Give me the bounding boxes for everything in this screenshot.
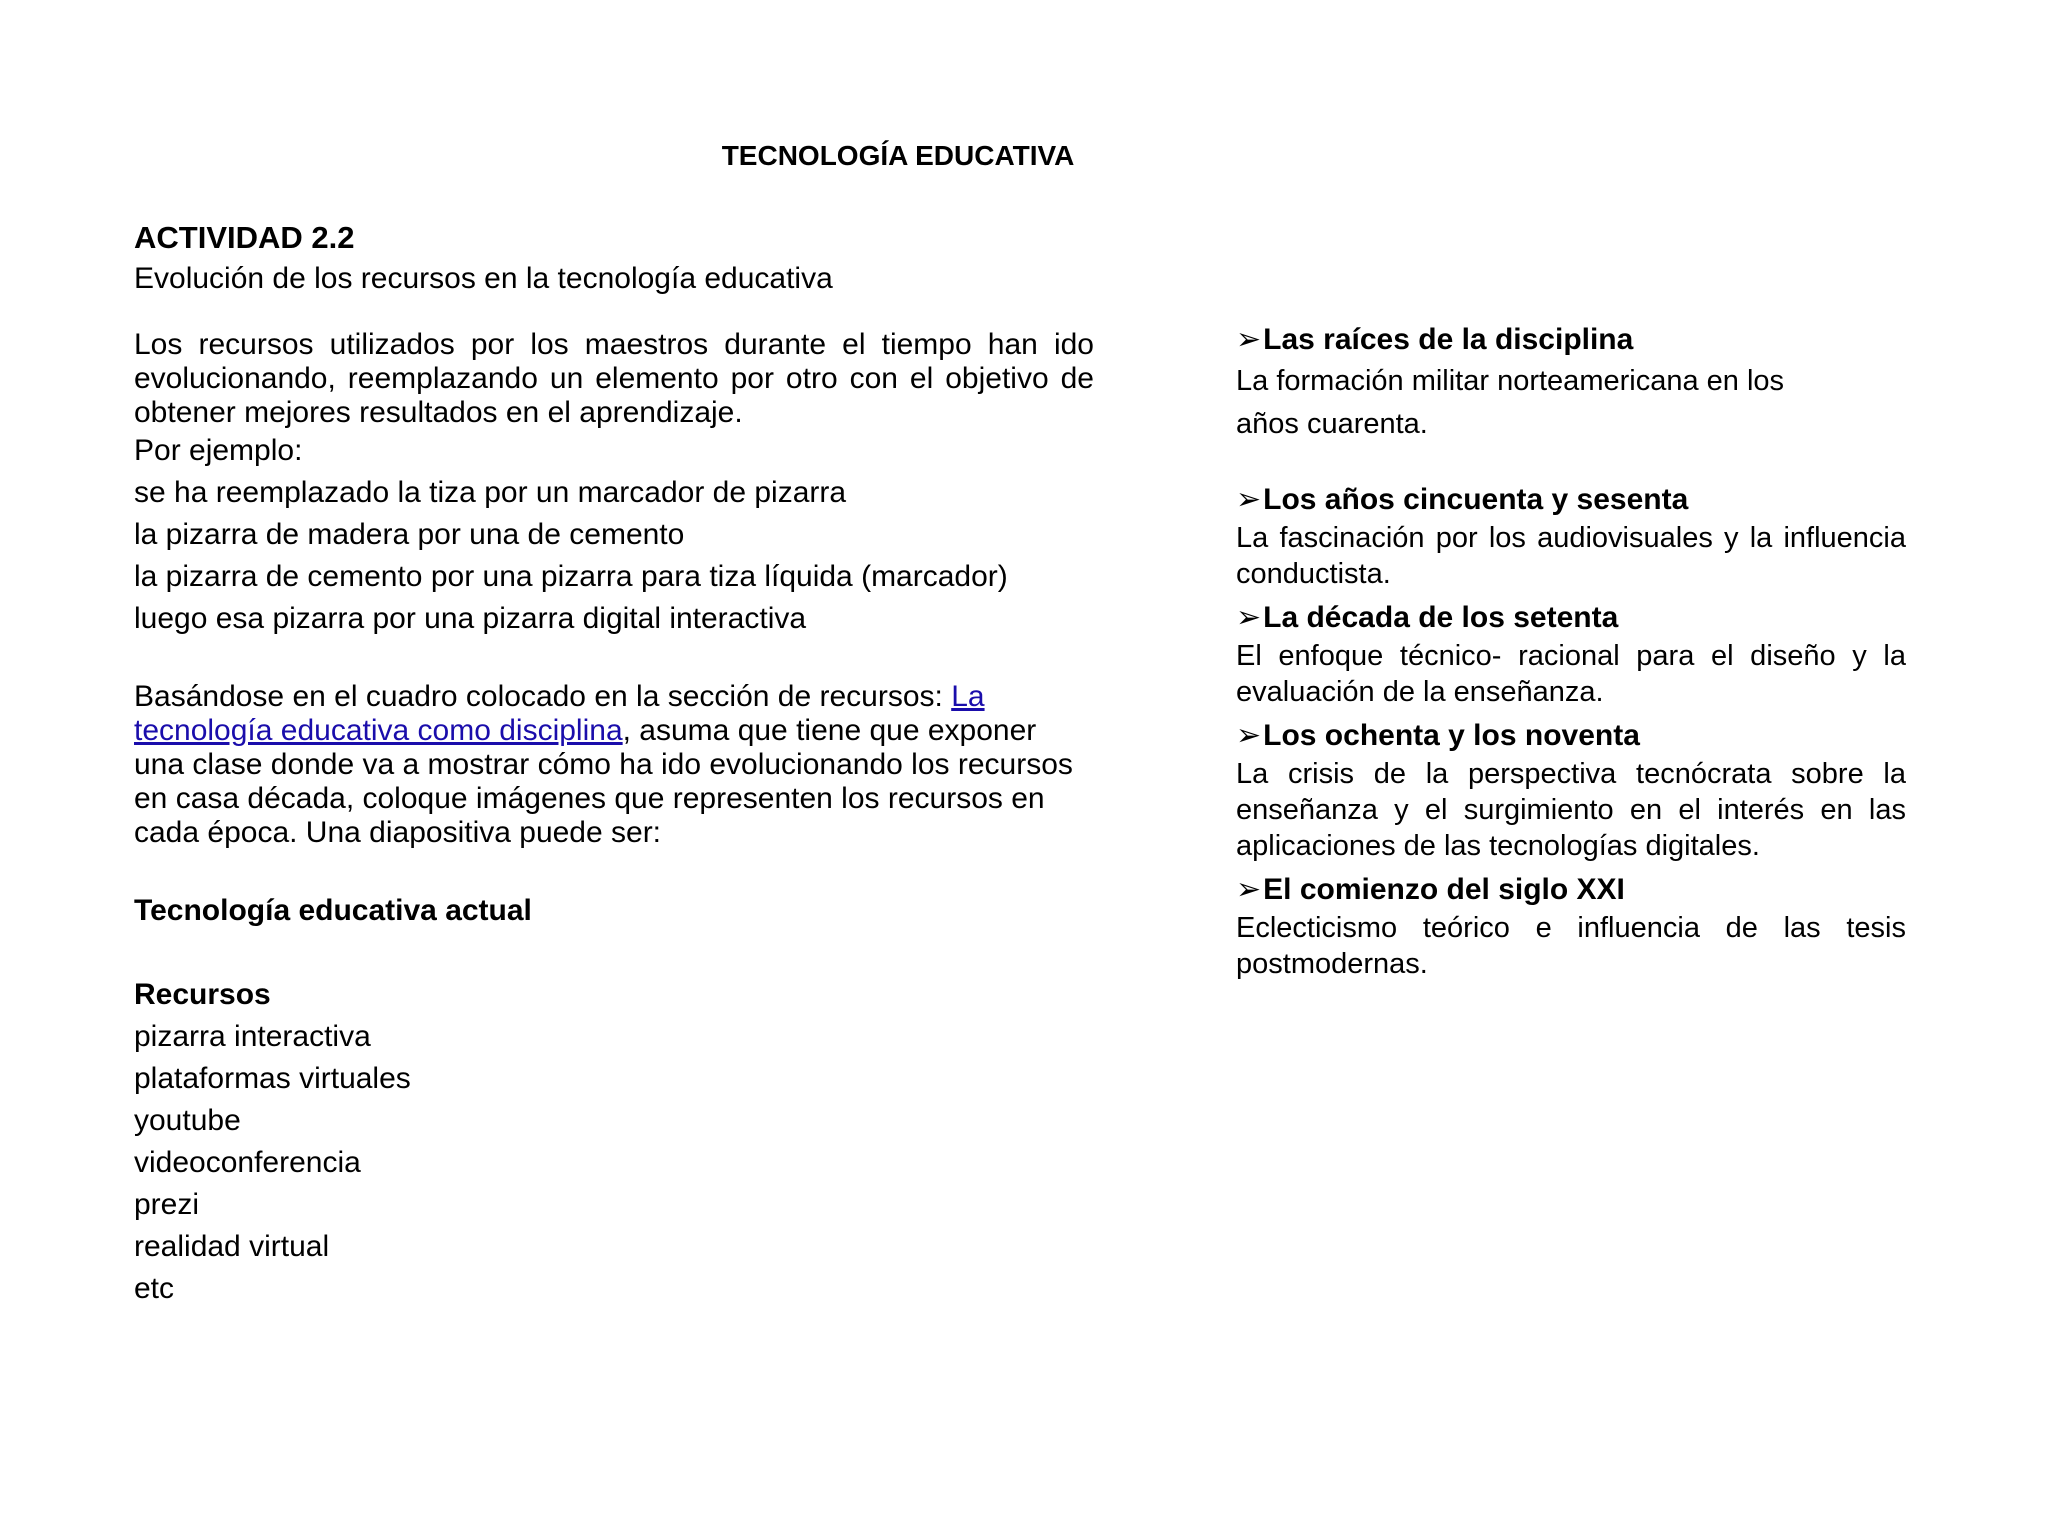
section-heading: ➢Los ochenta y los noventa	[1236, 716, 1906, 756]
example-label: Por ejemplo:	[134, 434, 303, 467]
resource-item: videoconferencia	[134, 1146, 361, 1179]
timeline-section	[1236, 870, 1906, 982]
resource-item: youtube	[134, 1104, 241, 1137]
timeline-section	[1236, 320, 1906, 446]
intro-paragraph: Los recursos utilizados por los maestros durante el tiempo han ido evolucionando, reemplazando un elemento por otro con el objetivo de obtener mejores resultados en el aprendizaje.	[134, 328, 1094, 429]
section-body: La crisis de la perspectiva tecnócrata sobre la enseñanza y el surgimiento en el interés en las aplicaciones de las tecnologías digitales.	[1236, 758, 1906, 862]
example-item: la pizarra de madera por una de cemento	[134, 518, 685, 551]
example-item: se ha reemplazado la tiza por un marcador de pizarra	[134, 476, 847, 509]
section-heading: ➢Las raíces de la disciplina	[1236, 320, 1906, 360]
resource-item: realidad virtual	[134, 1230, 330, 1263]
timeline-section	[1236, 598, 1906, 710]
arrow-bullet-icon: ➢	[1236, 483, 1262, 516]
section-heading: ➢Los años cincuenta y sesenta	[1236, 480, 1906, 520]
arrow-bullet-icon: ➢	[1236, 601, 1262, 634]
example-item: luego esa pizarra por una pizarra digital interactiva	[134, 602, 807, 635]
resource-item: plataformas virtuales	[134, 1062, 411, 1095]
timeline-section	[1236, 480, 1906, 592]
resource-item: etc	[134, 1272, 175, 1305]
timeline-section	[1236, 716, 1906, 864]
timeline-column	[1236, 320, 1906, 982]
section-heading: ➢El comienzo del siglo XXI	[1236, 870, 1906, 910]
section-body: Eclecticismo teórico e influencia de las tesis postmodernas.	[1236, 912, 1906, 980]
section-body: La fascinación por los audiovisuales y la influencia conductista.	[1236, 522, 1906, 590]
resource-item: pizarra interactiva	[134, 1020, 371, 1053]
arrow-bullet-icon: ➢	[1236, 323, 1262, 356]
current-heading: Tecnología educativa actual	[134, 894, 532, 927]
resource-link[interactable]: La tecnología educativa como disciplina	[134, 680, 985, 747]
section-body: El enfoque técnico- racional para el diseño y la evaluación de la enseñanza.	[1236, 640, 1906, 708]
instruction-paragraph	[134, 680, 1094, 850]
page-title: TECNOLOGÍA EDUCATIVA	[721, 140, 1075, 171]
instruction-text-before: Basándose en el cuadro colocado en la sección de recursos:	[134, 680, 952, 713]
resources-heading: Recursos	[134, 978, 271, 1011]
section-heading: ➢La década de los setenta	[1236, 598, 1906, 638]
resource-item: prezi	[134, 1188, 200, 1221]
left-column	[134, 218, 1094, 1310]
activity-subtitle: Evolución de los recursos en la tecnología educativa	[134, 262, 833, 295]
arrow-bullet-icon: ➢	[1236, 873, 1262, 906]
arrow-bullet-icon: ➢	[1236, 719, 1262, 752]
instruction-text-after: , asuma que tiene que exponer una clase donde va a mostrar cómo ha ido evolucionando los recursos en casa década, coloque imágenes que representen los recursos en cada época. Una diapositiva puede ser:	[134, 714, 1073, 849]
activity-label: ACTIVIDAD 2.2	[134, 220, 355, 255]
example-item: la pizarra de cemento por una pizarra para tiza líquida (marcador)	[134, 560, 1008, 593]
section-body: La formación militar norteamericana en los años cuarenta.	[1236, 365, 1785, 440]
